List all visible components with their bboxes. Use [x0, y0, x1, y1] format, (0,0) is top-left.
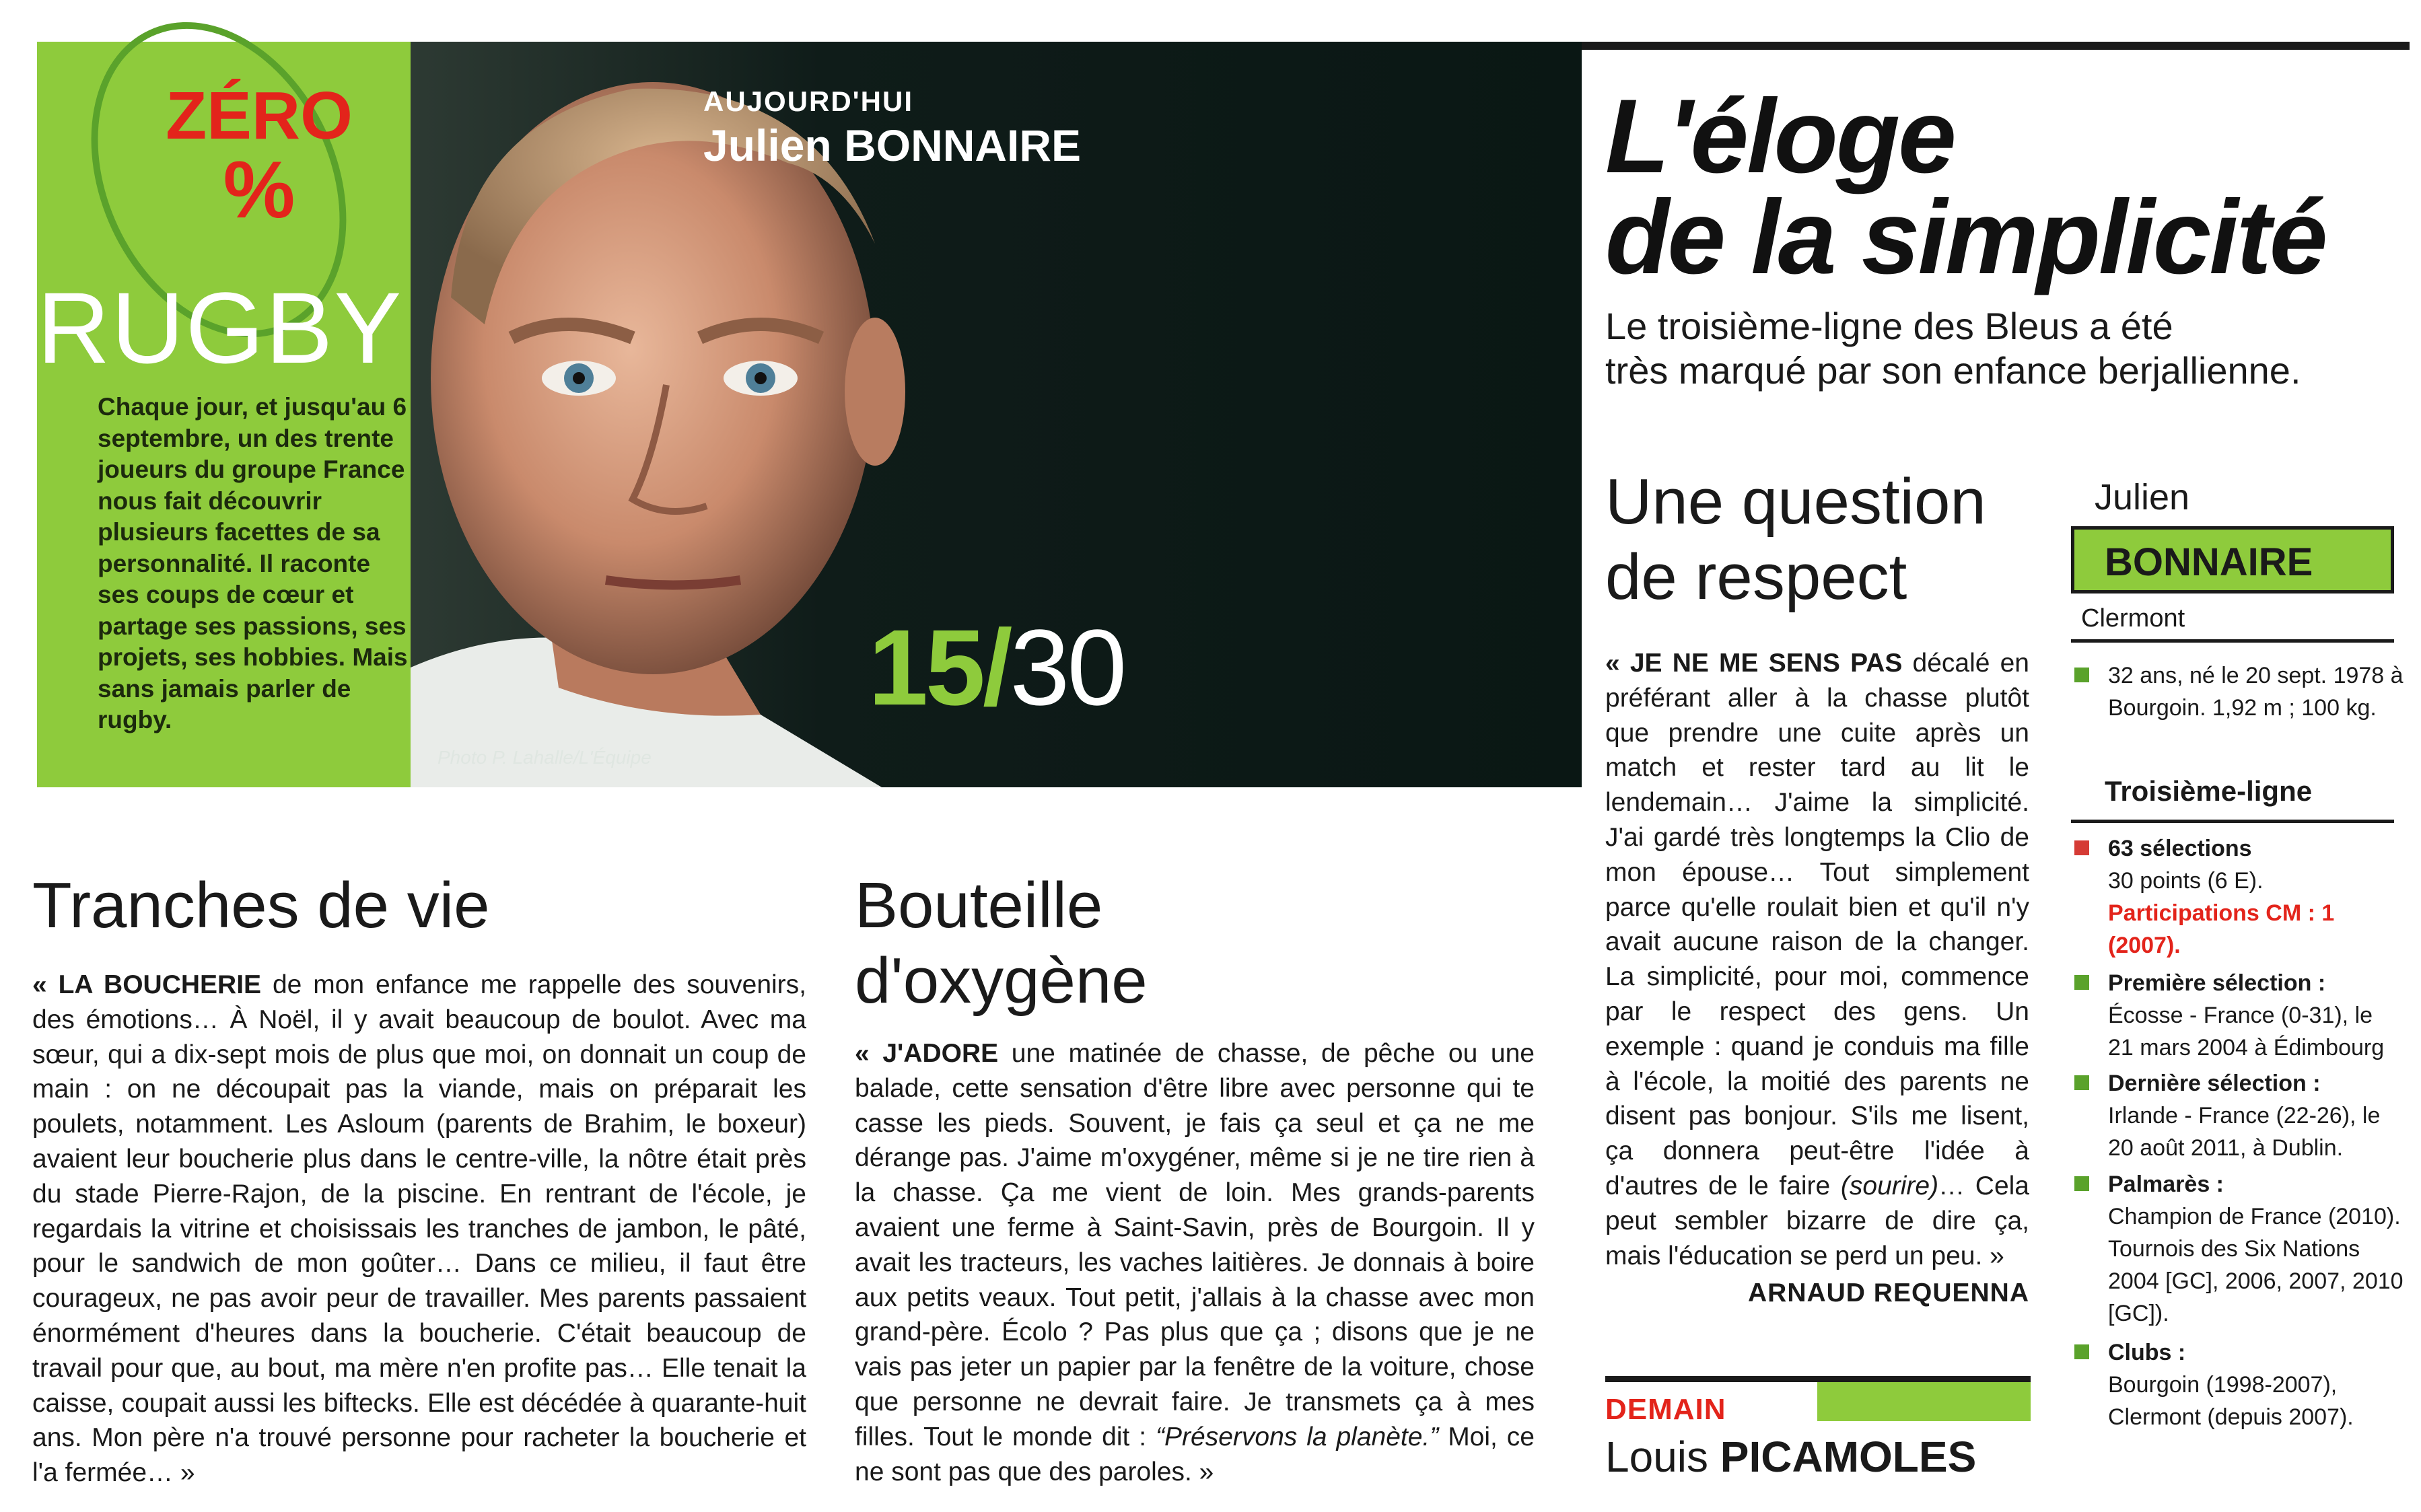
- deck-line-2: très marqué par son enfance berjallienne.: [1605, 349, 2301, 392]
- episode-total: 30: [1010, 607, 1125, 727]
- episode-counter: [868, 606, 1124, 729]
- profile-last-name: BONNAIRE: [2105, 540, 2313, 584]
- section-body-bouteille: [855, 1036, 1535, 1489]
- photo-credit: Photo P. Lahalle/L'Équipe: [437, 747, 652, 768]
- title-line-2: de respect: [1605, 541, 1907, 613]
- lead-in: « JE NE ME SENS PAS: [1605, 649, 1903, 678]
- title-line-1: Bouteille: [855, 869, 1103, 941]
- profile-first-name: Julien: [2095, 477, 2190, 517]
- section-title-tranches: Tranches de vie: [32, 869, 490, 941]
- quote: “Préservons la planète.”: [1156, 1422, 1439, 1451]
- section-body-tranches: [32, 968, 806, 1490]
- zero-label: ZÉRO: [166, 78, 353, 153]
- body-text: de mon enfance me rappelle des souvenirs, des émotions… À Noël, il y avait beaucoup de boulot. Avec ma sœur, qui a dix-sept mois de plus que moi, on donnait un coup de main : on ne découpait pas la viande, mais on préparait les poulets, notamment. Les Asloum (parents de Brahim, le boxeur) avaient leur boucherie plus dans le centre-ville, la nôtre était près du stade Pierre-Rajon, de la piscine. En rentrant de l'école, je regardais la vitrine et choisissais les tranches de jambon, le pâté, pour le sandwich de mon goûter… Dans ce milieu, il faut être courageux, ne pas avoir peur de travailler. Mes parents passaient énormément d'heures dans la boucherie. C'était beaucoup de travail pour que, au bout, ma mère n'en profite pas… Elle tenait la caisse, coupait aussi les biftecks. Elle est décédée à quarante-huit ans. Mon père n'a trouvé personne pour racheter la boucherie et l'a fermée… »: [32, 970, 806, 1488]
- featured-player-name: [703, 120, 1081, 171]
- headline-line-1: L'éloge: [1605, 78, 1955, 195]
- bullet-square: [2074, 1344, 2089, 1359]
- title-line-2: d'oxygène: [855, 945, 1148, 1017]
- featured-first-name: Julien: [703, 120, 832, 170]
- bullet-square: [2074, 975, 2089, 990]
- aside: (sourire): [1840, 1171, 1939, 1200]
- section-title-respect: [1605, 464, 2076, 615]
- lead-in: « LA BOUCHERIE: [32, 970, 262, 999]
- demain-accent-bar: [1817, 1382, 2031, 1421]
- body-text: une matinée de chasse, de pêche ou une balade, cette sensation d'être libre avec personne qui te casse les pieds. Souvent, je fais ça seul et ça ne me dérange pas. J'aime m'oxygéner, même si je ne tire rien à la chasse. Ça me vient de loin. Mes grands-parents avaient une ferme à Saint-Savin, près de Bourgoin. Il y avait les tracteurs, les vaches laitières. Je donnais à boire aux petits veaux. Tout petit, j'allais à la chasse avec mon grand-père. Écolo ? Pas plus que ça ; disons que je ne vais pas jeter un papier par la fenêtre de la voiture, chose que personne ne devrait faire. Je transmets ça à mes filles. Tout le monde dit :: [855, 1039, 1535, 1451]
- bullet-square: [2074, 1176, 2089, 1191]
- today-label: AUJOURD'HUI: [703, 85, 914, 117]
- profile-club: Clermont: [2081, 604, 2185, 633]
- bullet-square: [2074, 840, 2089, 855]
- series-panel: [37, 42, 411, 787]
- episode-number: 15/: [868, 607, 1010, 727]
- body-text: décalé en préférant aller à la chasse plutôt que prendre une cuite après un match et rester tard au lit le lendemain… J'aime la simplicité. J'ai gardé très longtemps la Clio de mon épouse… Tout simplement parce qu'elle roulait bien et qu'il n'y avait aucune raison de la changer. La simplicité, pour moi, commence par le respect des gens. Un exemple : quand je conduis ma fille à l'école, la moitié des parents ne disent pas bonjour. S'ils me lisent, ça donnera peut-être l'idée à d'autres de le faire: [1605, 649, 2029, 1200]
- section-title-bouteille: [855, 868, 1541, 1019]
- profile-rule: [2071, 639, 2394, 643]
- percent-label: %: [223, 145, 295, 235]
- deck-line-1: Le troisième-ligne des Bleus a été: [1605, 305, 2173, 347]
- demain-label: DEMAIN: [1605, 1393, 1726, 1426]
- bullet-square: [2074, 668, 2089, 682]
- profile-rule: [2071, 820, 2394, 823]
- headline: [1605, 78, 2379, 296]
- top-rule: [1582, 42, 2410, 50]
- next-last-name: PICAMOLES: [1720, 1433, 1977, 1481]
- byline: ARNAUD REQUENNA: [1747, 1279, 2029, 1307]
- featured-last-name: BONNAIRE: [844, 120, 1082, 170]
- series-intro: Chaque jour, et jusqu'au 6 septembre, un des trente joueurs du groupe France nous fait découvrir plusieurs facettes de sa personnalité. Il raconte ses coups de cœur et partage ses passions, ses projets, ses hobbies. Mais sans jamais parler de rugby.: [98, 393, 408, 733]
- deck: [1605, 304, 2379, 393]
- body-tail: … Cela peut sembler bizarre de dire ça, mais l'éducation se perd un peu. »: [1605, 1171, 2029, 1270]
- body-tail: Moi, ce ne sont pas que des paroles. »: [855, 1422, 1535, 1486]
- title-line-1: Une question: [1605, 466, 1986, 538]
- demain-rule: [1605, 1376, 2031, 1382]
- headline-line-2: de la simplicité: [1605, 179, 2326, 296]
- next-first-name: Louis: [1605, 1433, 1708, 1481]
- bullet-square: [2074, 1075, 2089, 1090]
- rugby-label: RUGBY: [37, 271, 403, 384]
- profile-position: Troisième-ligne: [2105, 775, 2313, 807]
- section-body-respect: [1605, 646, 2029, 1273]
- next-player-name: [1605, 1432, 1976, 1482]
- lead-in: « J'ADORE: [855, 1039, 999, 1068]
